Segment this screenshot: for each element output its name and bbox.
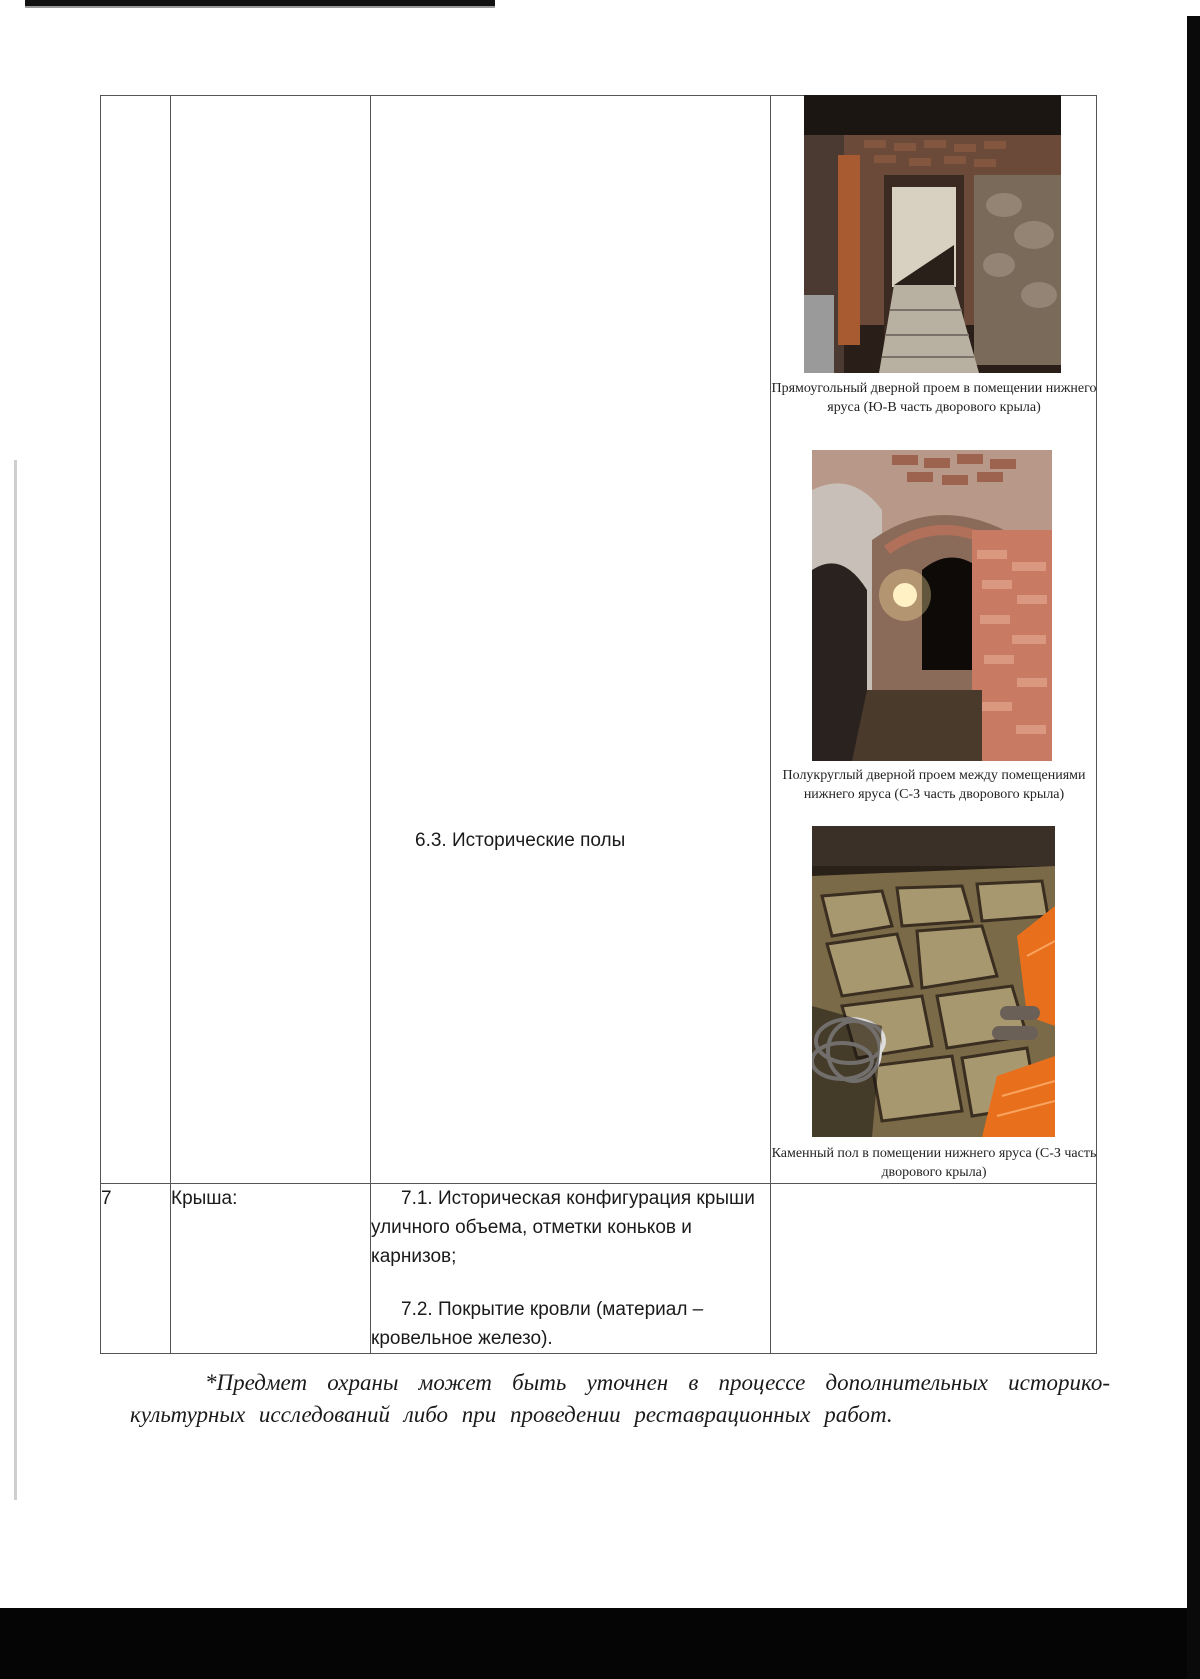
- description-cell: [371, 1184, 771, 1354]
- footnote: *Предмет охраны может быть уточнен в процессе дополнительных историко-культурных исследований либо при проведении реставрационных работ.: [130, 1370, 1110, 1427]
- photo-caption: Каменный пол в помещении нижнего яруса (С-З часть дворового крыла): [771, 1146, 1097, 1180]
- scan-bottom-bar: [0, 1608, 1187, 1679]
- protection-subject-table: [100, 95, 1097, 1354]
- photo-caption: Прямоугольный дверной проем в помещении нижнего яруса (Ю-В часть дворового крыла): [771, 381, 1097, 415]
- scan-edge: [1187, 16, 1200, 1679]
- photo-stone-floor: [812, 826, 1055, 1137]
- row-label: [171, 96, 371, 1184]
- scan-top-line: [25, 6, 495, 8]
- table-row: [101, 96, 1097, 1184]
- item-6-3-historic-floors: 6.3. Исторические полы: [415, 830, 626, 851]
- photo-rectangular-doorway: [804, 95, 1061, 373]
- item-7-1: 7.1. Историческая конфигурация крыши уличного объема, отметки коньков и карнизов;: [371, 1188, 755, 1267]
- photo-arched-doorway: [812, 450, 1052, 761]
- description-cell: [371, 96, 771, 1184]
- row-label: Крыша:: [171, 1184, 371, 1354]
- photo-caption: Полукруглый дверной проем между помещениями нижнего яруса (С-З часть дворового крыла): [782, 768, 1086, 802]
- row-number: [101, 96, 171, 1184]
- photo-cell: [771, 96, 1097, 1184]
- scan-edge: [14, 460, 17, 1500]
- row-number: 7: [101, 1184, 171, 1354]
- photo-cell: [771, 1184, 1097, 1354]
- table-row: [101, 1184, 1097, 1354]
- item-7-2: 7.2. Покрытие кровли (материал – кровельное железо).: [371, 1299, 704, 1349]
